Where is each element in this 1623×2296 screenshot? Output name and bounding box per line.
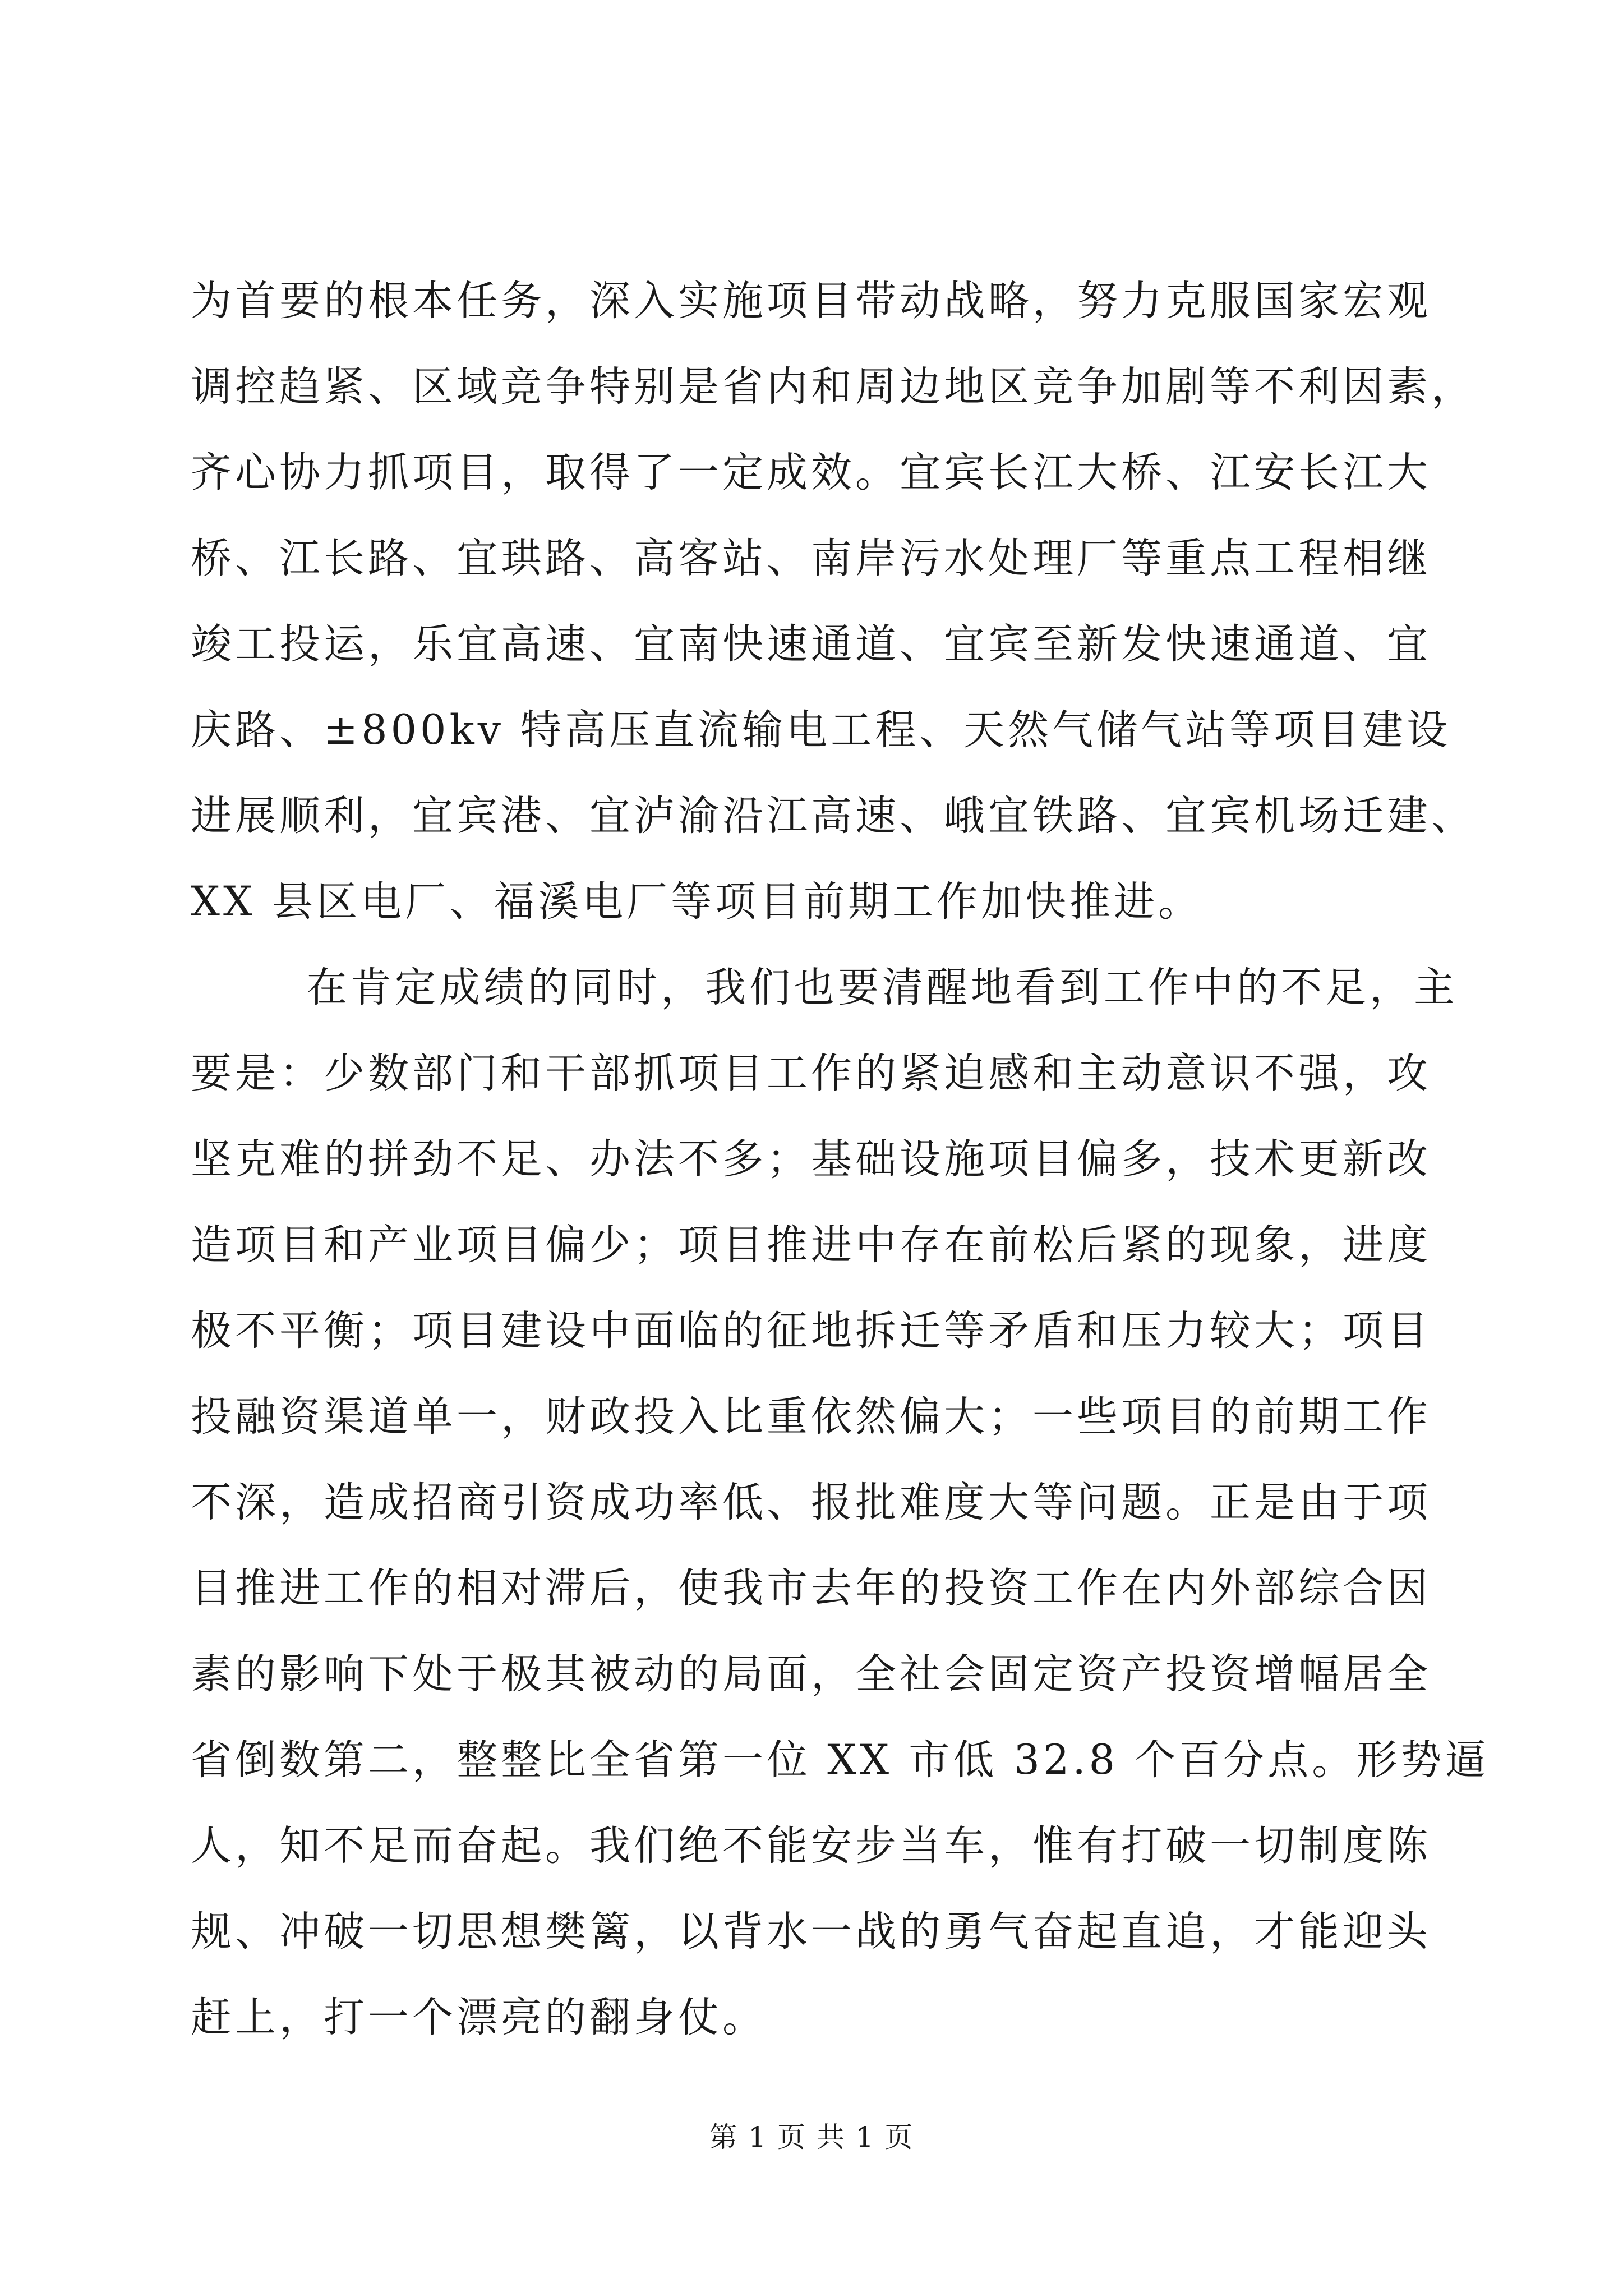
text-line: 省倒数第二，整整比全省第一位 XX 市低 32.8 个百分点。形势逼 [191,1736,1490,1784]
text-line: 目推进工作的相对滞后，使我市去年的投资工作在内外部综合因 [191,1565,1431,1612]
text-line: 坚克难的拼劲不足、办法不多；基础设施项目偏多，技术更新改 [191,1135,1431,1183]
text-line: 赶上，打一个漂亮的翻身仗。 [191,1994,767,2041]
text-line: 庆路、±800kv 特高压直流输电工程、天然气储气站等项目建设 [191,706,1451,754]
text-line: 不深，造成招商引资成功率低、报批难度大等问题。正是由于项 [191,1479,1431,1526]
text-line: 人，知不足而奋起。我们绝不能安步当车，惟有打破一切制度陈 [191,1822,1431,1870]
text-line: 调控趋紧、区域竞争特别是省内和周边地区竞争加剧等不利因素， [191,363,1476,411]
text-line: 极不平衡；项目建设中面临的征地拆迁等矛盾和压力较大；项目 [191,1307,1431,1355]
text-line: 素的影响下处于极其被动的局面，全社会固定资产投资增幅居全 [191,1650,1431,1698]
document-body [191,258,1490,2060]
text-line: 规、冲破一切思想樊篱，以背水一战的勇气奋起直追，才能迎头 [191,1908,1431,1955]
text-line: 进展顺利，宜宾港、宜泸渝沿江高速、峨宜铁路、宜宾机场迁建、 [191,792,1476,840]
text-line: 竣工投运，乐宜高速、宜南快速通道、宜宾至新发快速通道、宜 [191,620,1431,668]
text-line: 齐心协力抓项目，取得了一定成效。宜宾长江大桥、江安长江大 [191,449,1431,496]
text-line: 造项目和产业项目偏少；项目推进中存在前松后紧的现象，进度 [191,1221,1431,1269]
page-number-footer: 第 1 页 共 1 页 [709,2121,914,2154]
text-line: 为首要的根本任务，深入实施项目带动战略，努力克服国家宏观 [191,277,1431,325]
text-line: 投融资渠道单一，财政投入比重依然偏大；一些项目的前期工作 [191,1393,1431,1441]
text-line: 要是：少数部门和干部抓项目工作的紧迫感和主动意识不强，攻 [191,1050,1431,1097]
text-line: 在肯定成绩的同时，我们也要清醒地看到工作中的不足，主 [306,964,1458,1011]
paragraph-1 [191,258,1476,945]
text-line: 桥、江长路、宜珙路、高客站、南岸污水处理厂等重点工程相继 [191,535,1431,582]
paragraph-2 [191,945,1490,2060]
text-line: XX 县区电厂、福溪电厂等项目前期工作加快推进。 [191,878,1203,926]
